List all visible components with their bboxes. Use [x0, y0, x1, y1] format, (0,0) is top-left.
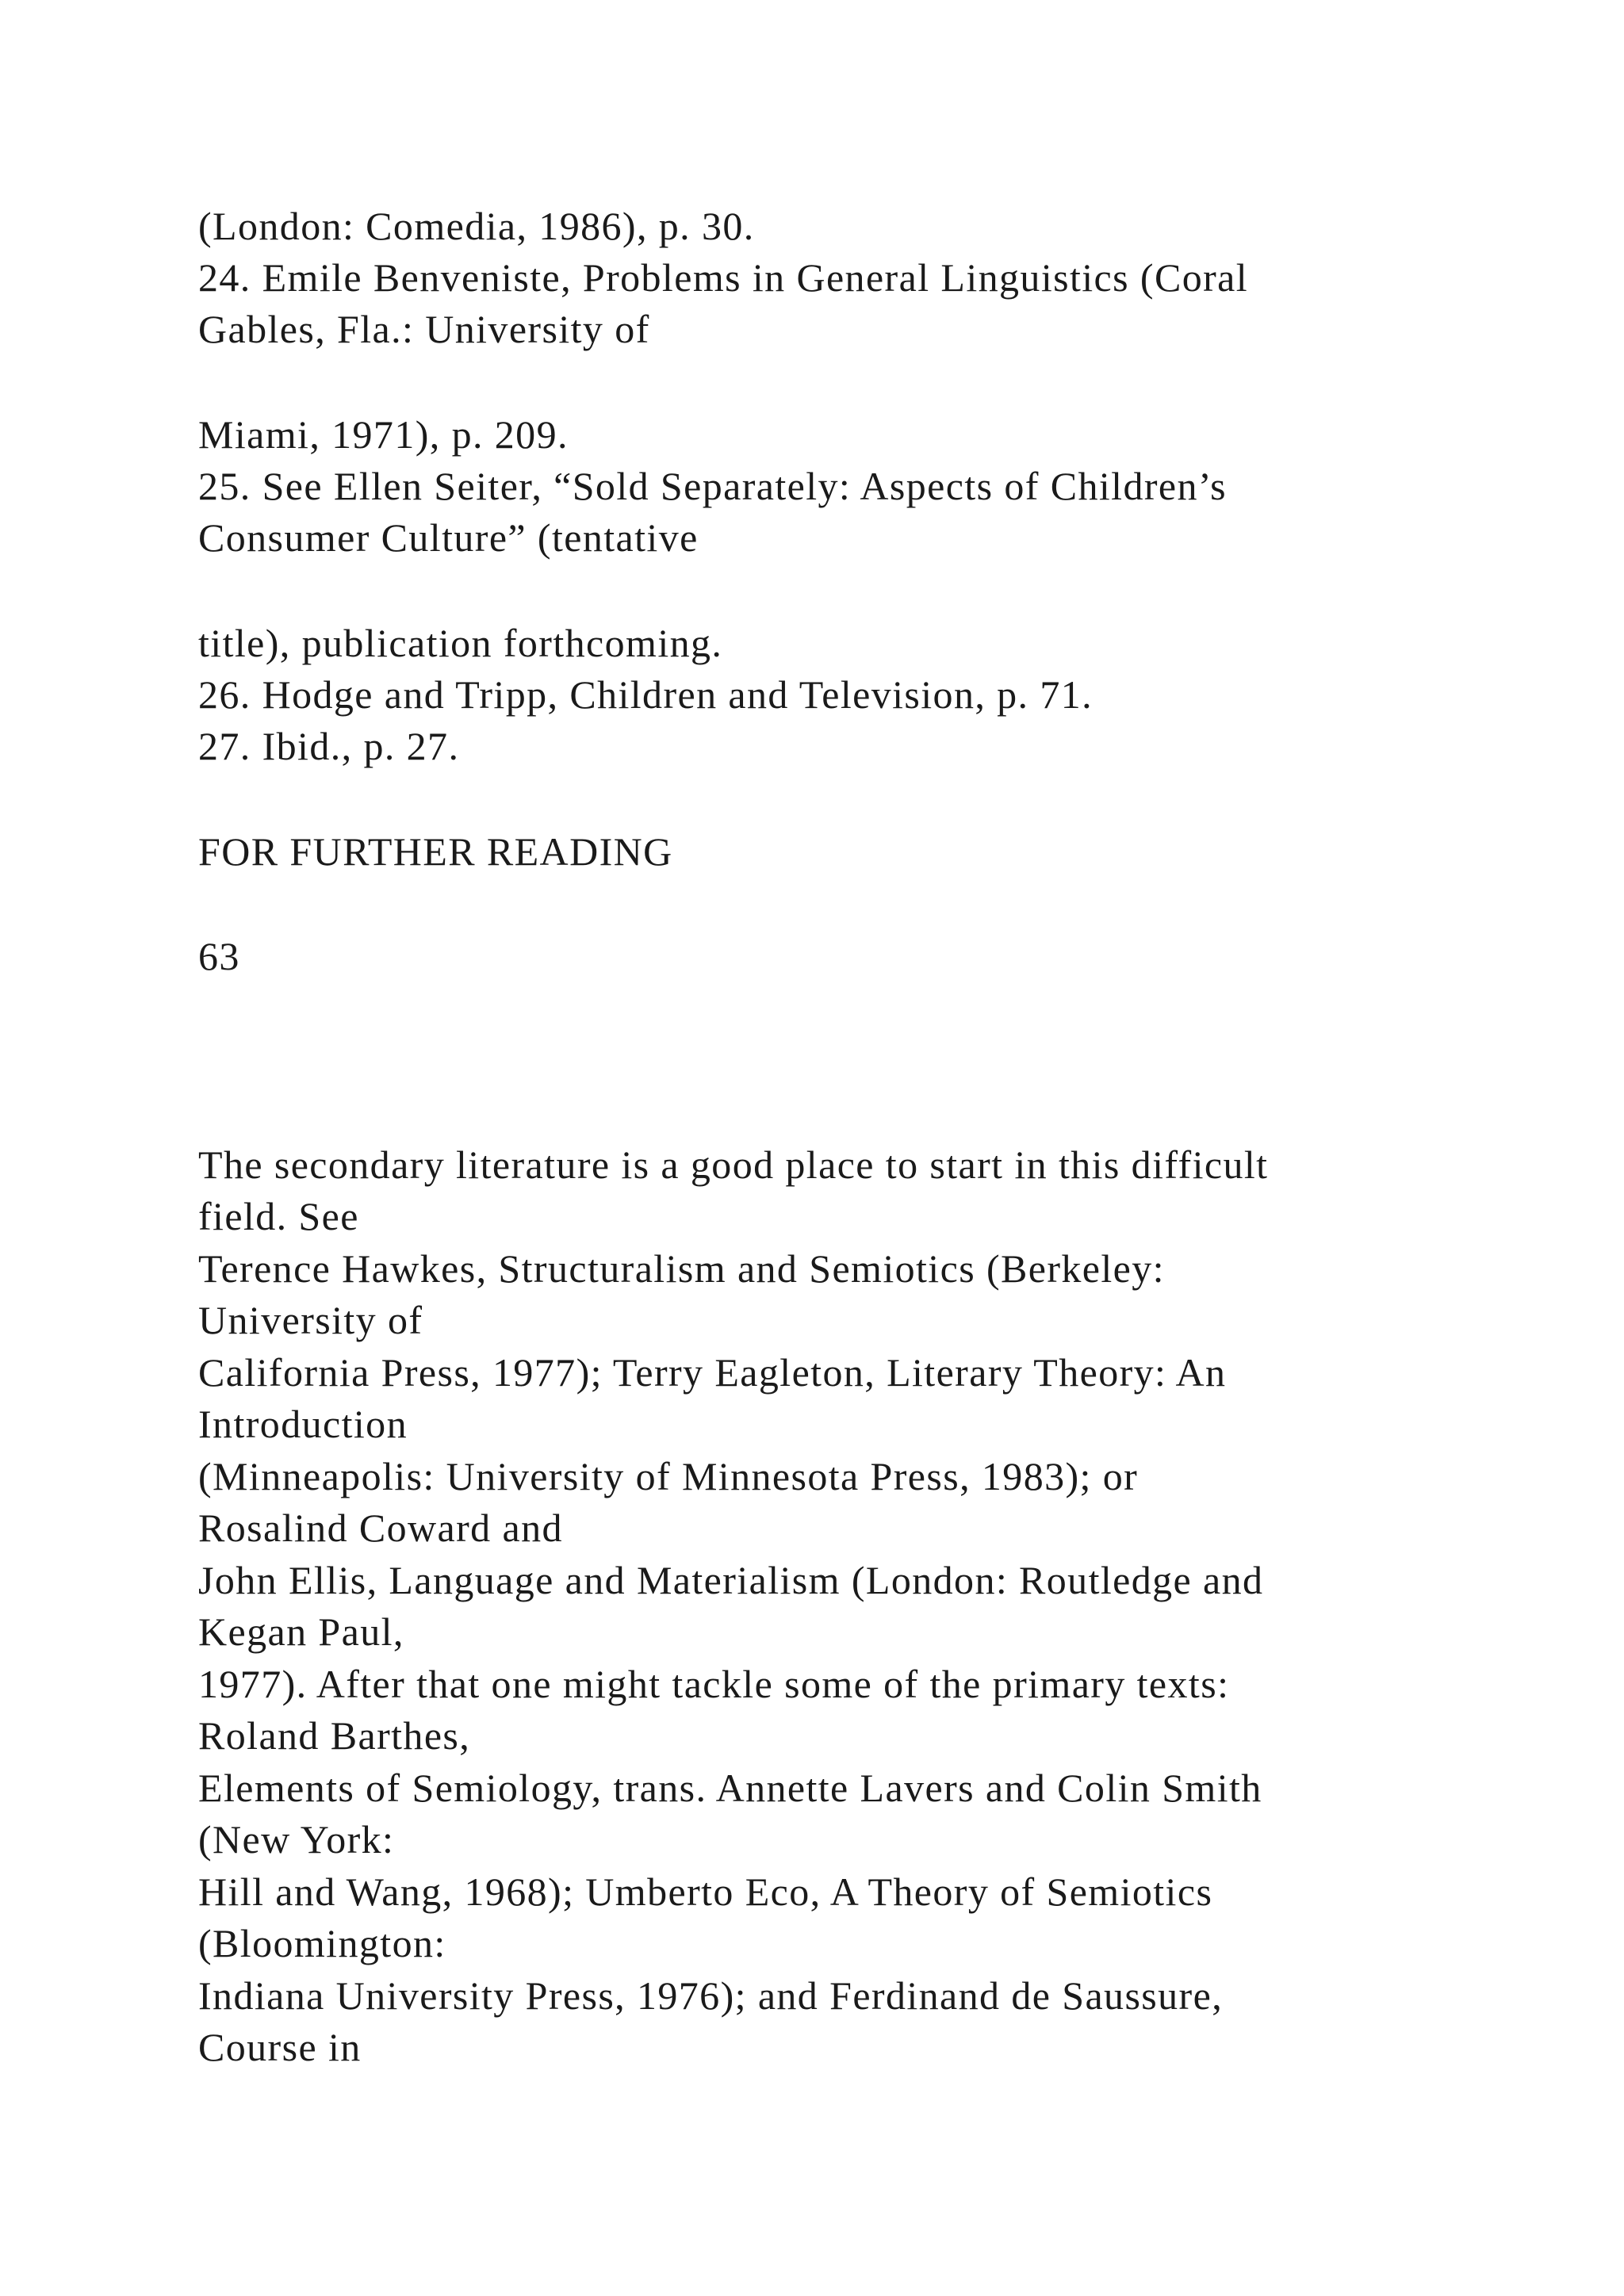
note-line: 26. Hodge and Tripp, Children and Television, p. 71. [198, 672, 1094, 717]
note-line: 24. Emile Benveniste, Problems in General Linguistics (Coral [198, 255, 1249, 300]
reading-line: Course in [198, 2025, 362, 2069]
reading-line: field. See [198, 1194, 359, 1238]
reading-line: Terence Hawkes, Structuralism and Semiotics (Berkeley: [198, 1246, 1165, 1291]
reading-line: 1977). After that one might tackle some of the primary texts: [198, 1662, 1230, 1706]
reading-line: University of [198, 1298, 423, 1342]
reading-line: The secondary literature is a good place to start in this difficult [198, 1142, 1269, 1187]
page-number: 63 [198, 934, 240, 978]
reading-line: Elements of Semiology, trans. Annette Lavers and Colin Smith [198, 1766, 1262, 1810]
reading-line: California Press, 1977); Terry Eagleton, Literary Theory: An [198, 1350, 1227, 1395]
section-heading: FOR FURTHER READING [198, 829, 673, 874]
reading-line: Indiana University Press, 1976); and Ferdinand de Saussure, [198, 1973, 1224, 2018]
reading-line: Introduction [198, 1402, 408, 1446]
reading-line: John Ellis, Language and Materialism (London: Routledge and [198, 1558, 1264, 1602]
reading-line: Hill and Wang, 1968); Umberto Eco, A Theory of Semiotics [198, 1869, 1213, 1914]
reading-line: Roland Barthes, [198, 1713, 471, 1758]
reading-line: (Minneapolis: University of Minnesota Press, 1983); or [198, 1454, 1139, 1498]
reading-line: Rosalind Coward and [198, 1506, 563, 1550]
note-line: Gables, Fla.: University of [198, 307, 650, 351]
reading-line: Kegan Paul, [198, 1609, 404, 1654]
note-line: Miami, 1971), p. 209. [198, 412, 569, 457]
note-line: (London: Comedia, 1986), p. 30. [198, 204, 755, 248]
note-line: Consumer Culture” (tentative [198, 515, 699, 560]
note-line: 27. Ibid., p. 27. [198, 724, 460, 768]
note-line: 25. See Ellen Seiter, “Sold Separately: Aspects of Children’s [198, 464, 1228, 508]
reading-line: (Bloomington: [198, 1921, 446, 1965]
note-line: title), publication forthcoming. [198, 621, 723, 665]
reading-line: (New York: [198, 1817, 395, 1862]
